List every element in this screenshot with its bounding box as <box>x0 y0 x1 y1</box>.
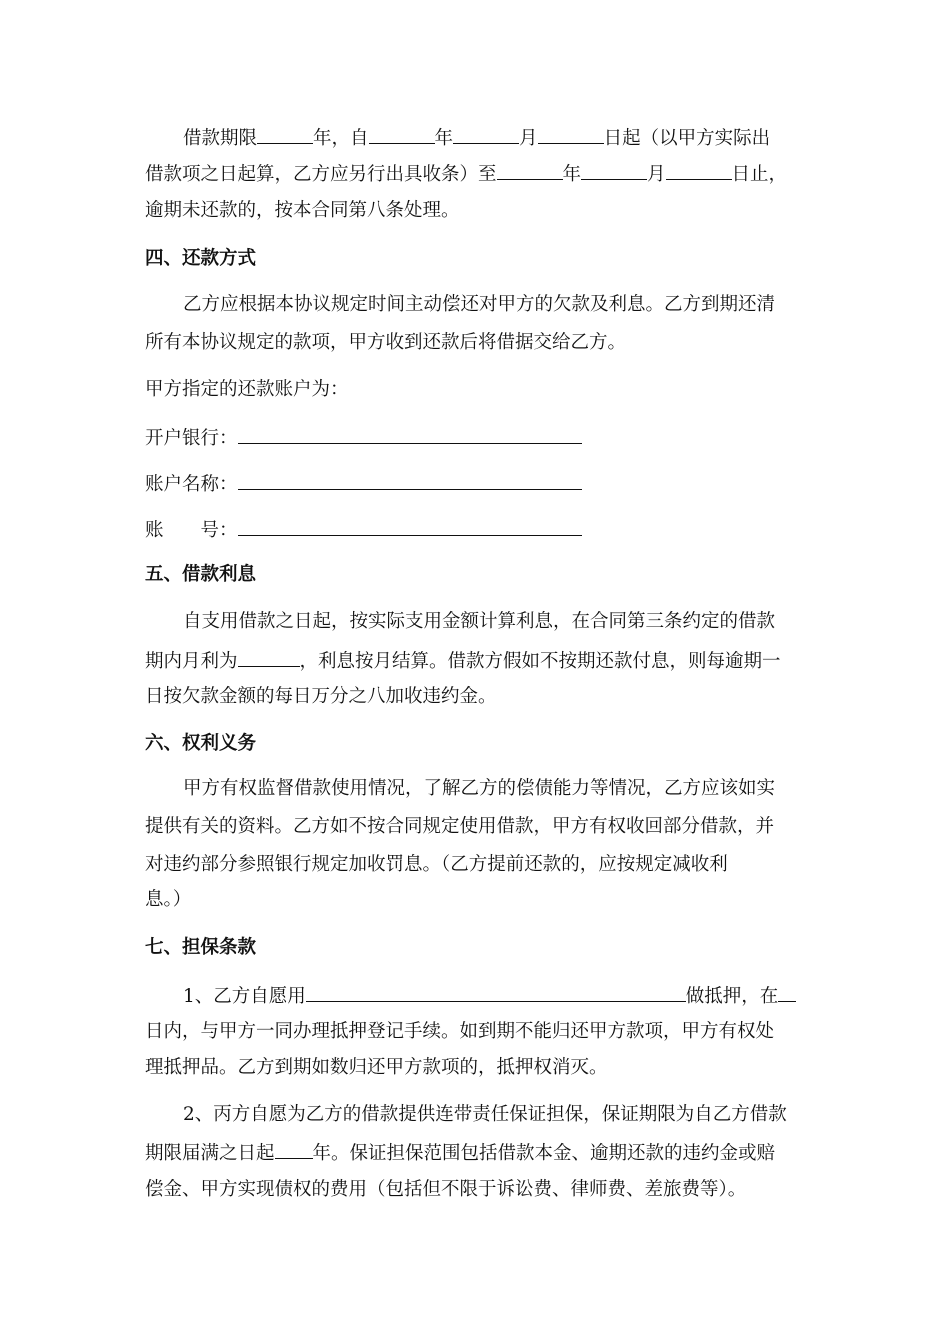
text: 年。保证担保范围包括借款本金、逾期还款的违约金或赔 <box>312 1143 776 1164</box>
section-7-heading: 七、担保条款 <box>145 937 257 958</box>
text: 1、乙方自愿用 <box>183 986 306 1007</box>
s6-line-4: 息。） <box>145 889 192 910</box>
monthly-rate-blank <box>238 648 300 667</box>
s5-line-2 <box>145 648 781 674</box>
account-name-blank <box>238 471 582 490</box>
text: ，利息按月结算。借款方假如不按期还款付息，则每逾期一 <box>299 651 781 672</box>
collateral-blank <box>306 983 686 1002</box>
account-name-label: 账户名称： <box>145 474 238 495</box>
bank-field <box>145 425 582 451</box>
bank-blank <box>238 425 582 444</box>
s4-line-1: 乙方应根据本协议规定时间主动偿还对甲方的欠款及利息。乙方到期还清 <box>183 294 776 315</box>
text: 日止， <box>731 164 788 185</box>
end-month-blank <box>581 161 647 180</box>
s7-p2-line-1: 2、丙方自愿为乙方的借款提供连带责任保证担保，保证期限为自乙方借款 <box>183 1104 787 1125</box>
s7-p2-line-3: 偿金、甲方实现债权的费用（包括但不限于诉讼费、律师费、差旅费等）。 <box>145 1179 747 1200</box>
s6-line-2: 提供有关的资料。乙方如不按合同规定使用借款，甲方有权收回部分借款，并 <box>145 816 775 837</box>
s6-line-1: 甲方有权监督借款使用情况，了解乙方的偿债能力等情况，乙方应该如实 <box>183 778 776 799</box>
end-day-blank <box>666 161 732 180</box>
loan-term-line-3: 逾期未还款的，按本合同第八条处理。 <box>145 200 460 221</box>
text: 期内月利为 <box>145 651 238 672</box>
account-number-field <box>145 517 582 543</box>
account-number-label: 号： <box>200 520 238 541</box>
text: 年，自 <box>313 128 369 149</box>
loan-term-line-1 <box>183 125 770 151</box>
text: 日起（以甲方实际出 <box>603 128 771 149</box>
s5-line-1: 自支用借款之日起，按实际支用金额计算利息，在合同第三条约定的借款 <box>183 611 776 632</box>
text: 月 <box>519 128 538 149</box>
account-number-label: 账 <box>145 520 164 541</box>
s7-p1-line-2: 日内，与甲方一同办理抵押登记手续。如到期不能归还甲方款项，甲方有权处 <box>145 1021 775 1042</box>
s7-p1-line-1 <box>183 983 796 1009</box>
loan-term-line-2 <box>145 161 787 187</box>
s5-line-3: 日按欠款金额的每日万分之八加收违约金。 <box>145 686 497 707</box>
text: 月 <box>647 164 666 185</box>
start-year-blank <box>369 125 435 144</box>
s4-line-3: 甲方指定的还款账户为： <box>145 379 349 400</box>
text: 期限届满之日起 <box>145 1143 275 1164</box>
text: 年 <box>434 128 454 149</box>
term-years-blank <box>257 125 313 144</box>
text: 年 <box>562 164 582 185</box>
end-year-blank <box>497 161 563 180</box>
account-name-field <box>145 471 582 497</box>
text: 做抵押，在 <box>685 986 779 1007</box>
text: 借款期限 <box>183 128 258 149</box>
s4-line-2: 所有本协议规定的款项，甲方收到还款后将借据交给乙方。 <box>145 332 627 353</box>
guarantee-years-blank <box>275 1140 313 1159</box>
start-month-blank <box>453 125 519 144</box>
s7-p1-line-3: 理抵押品。乙方到期如数归还甲方款项的，抵押权消灭。 <box>145 1057 608 1078</box>
section-5-heading: 五、借款利息 <box>145 564 257 585</box>
days-blank <box>778 983 796 1002</box>
section-4-heading: 四、还款方式 <box>145 248 257 269</box>
bank-label: 开户银行： <box>145 428 238 449</box>
section-6-heading: 六、权利义务 <box>145 733 257 754</box>
s7-p2-line-2 <box>145 1140 775 1166</box>
s6-line-3: 对违约部分参照银行规定加收罚息。（乙方提前还款的，应按规定减收利 <box>145 854 728 875</box>
text: 借款项之日起算，乙方应另行出具收条）至 <box>145 164 497 185</box>
account-number-blank <box>238 517 582 536</box>
start-day-blank <box>538 125 604 144</box>
